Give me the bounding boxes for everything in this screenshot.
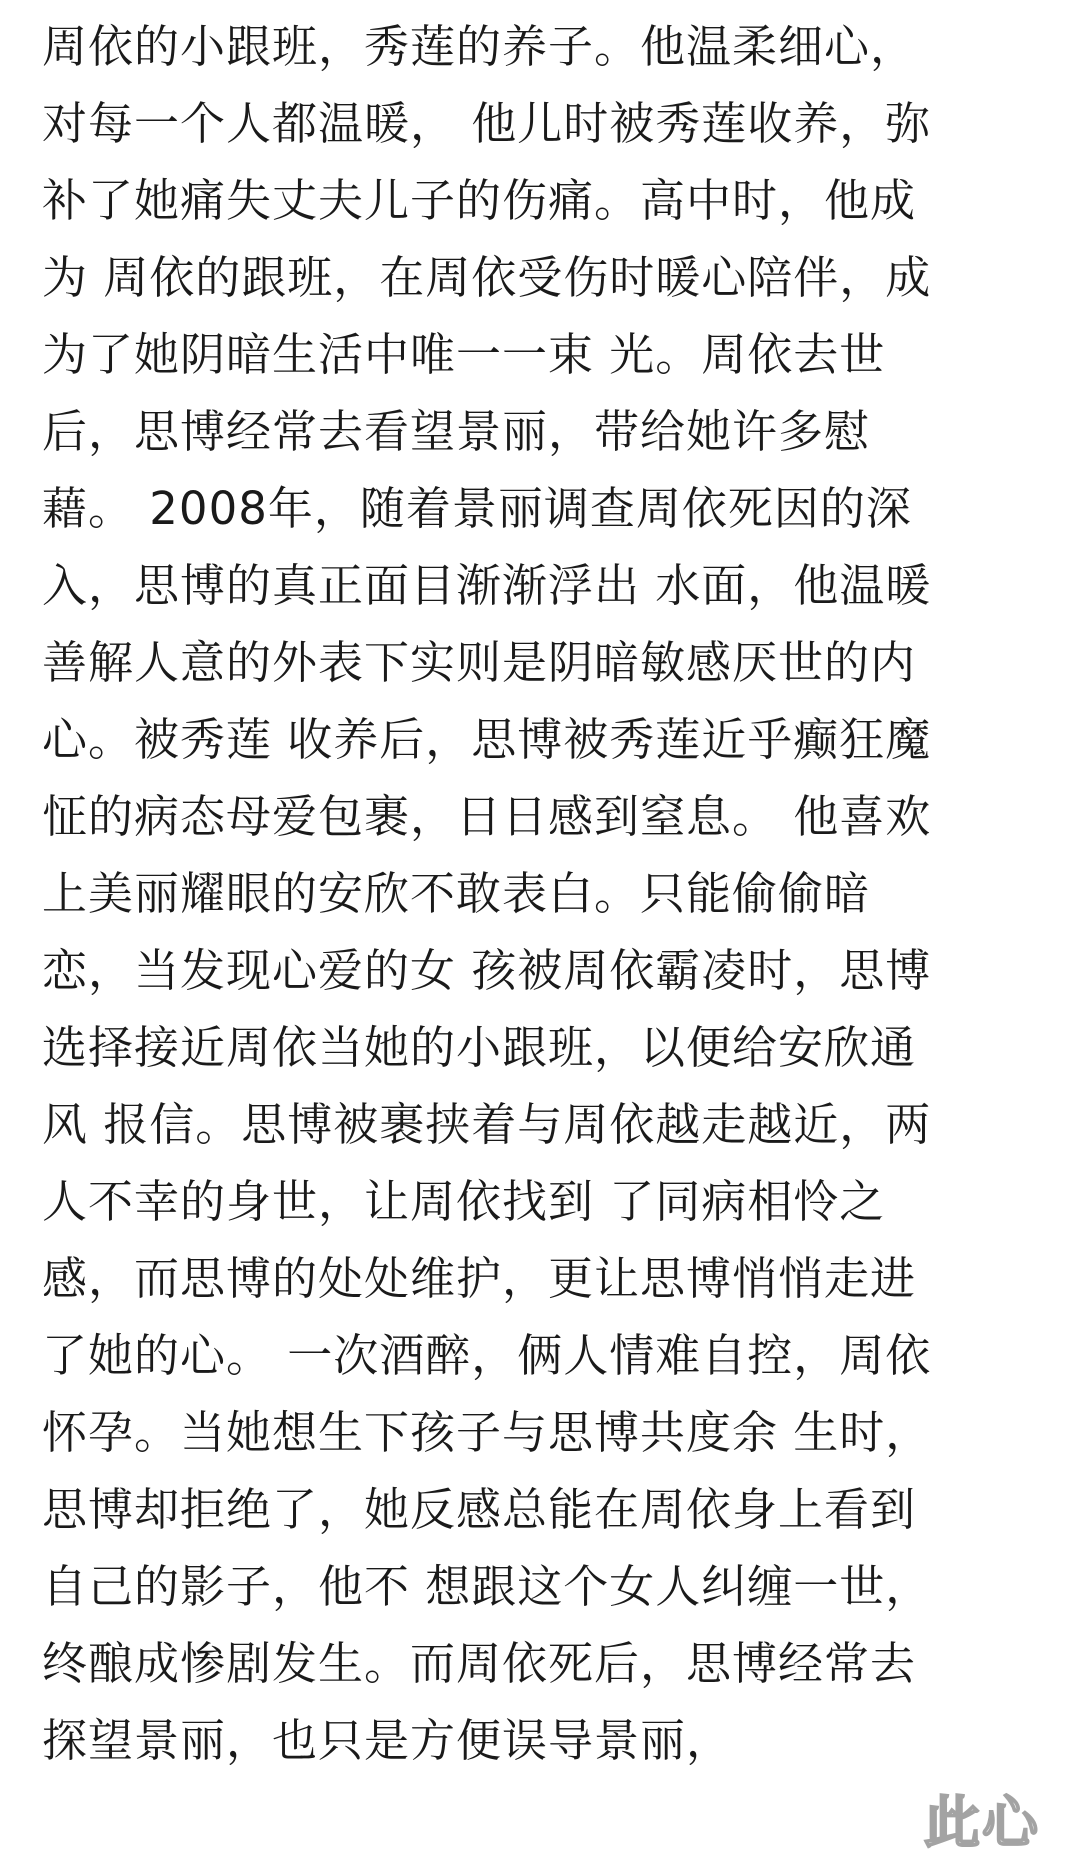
text-line: 了她的心。 一次酒醉，俩人情难自控，周依	[42, 1329, 932, 1382]
text-line: 怔的病态母爱包裹，日日感到窒息。 他喜欢	[42, 790, 932, 843]
text-line: 人不幸的身世，让周依找到 了同病相怜之	[42, 1175, 886, 1228]
text-line: 补了她痛失丈夫儿子的伤痛。高中时，他成	[42, 174, 917, 227]
text-line: 为 周依的跟班，在周依受伤时暖心陪伴，成	[42, 251, 932, 304]
text-line: 恋，当发现心爱的女 孩被周依霸凌时，思博	[42, 944, 932, 997]
text-line: 思博却拒绝了，她反感总能在周依身上看到	[42, 1483, 917, 1536]
text-line: 风 报信。思博被裹挟着与周依越走越近，两	[42, 1098, 932, 1151]
text-line: 心。被秀莲 收养后，思博被秀莲近乎癫狂魔	[42, 713, 932, 766]
watermark-logo: 此心	[924, 1791, 1040, 1856]
text-line: 后，思博经常去看望景丽，带给她许多慰	[42, 405, 871, 458]
text-line: 为了她阴暗生活中唯一一束 光。周依去世	[42, 328, 886, 381]
text-line: 怀孕。当她想生下孩子与思博共度余 生时，	[42, 1406, 932, 1459]
text-line: 感，而思博的处处维护，更让思博悄悄走进	[42, 1252, 917, 1305]
text-line: 藉。 2008年，随着景丽调查周依死因的深	[42, 482, 912, 535]
text-line: 终酿成惨剧发生。而周依死后，思博经常去	[42, 1637, 917, 1690]
text-line: 周依的小跟班，秀莲的养子。他温柔细心，	[42, 20, 917, 73]
text-line: 自己的影子，他不 想跟这个女人纠缠一世，	[42, 1560, 932, 1613]
text-line: 选择接近周依当她的小跟班，以便给安欣通	[42, 1021, 917, 1074]
text-line: 入，思博的真正面目渐渐浮出 水面，他温暖	[42, 559, 932, 612]
text-line: 探望景丽，也只是方便误导景丽，	[42, 1714, 733, 1767]
text-line: 对每一个人都温暖， 他儿时被秀莲收养，弥	[42, 97, 932, 150]
text-line: 善解人意的外表下实则是阴暗敏感厌世的内	[42, 636, 917, 689]
text-line: 上美丽耀眼的安欣不敢表白。只能偷偷暗	[42, 867, 871, 920]
article-body	[42, 8, 1052, 1861]
